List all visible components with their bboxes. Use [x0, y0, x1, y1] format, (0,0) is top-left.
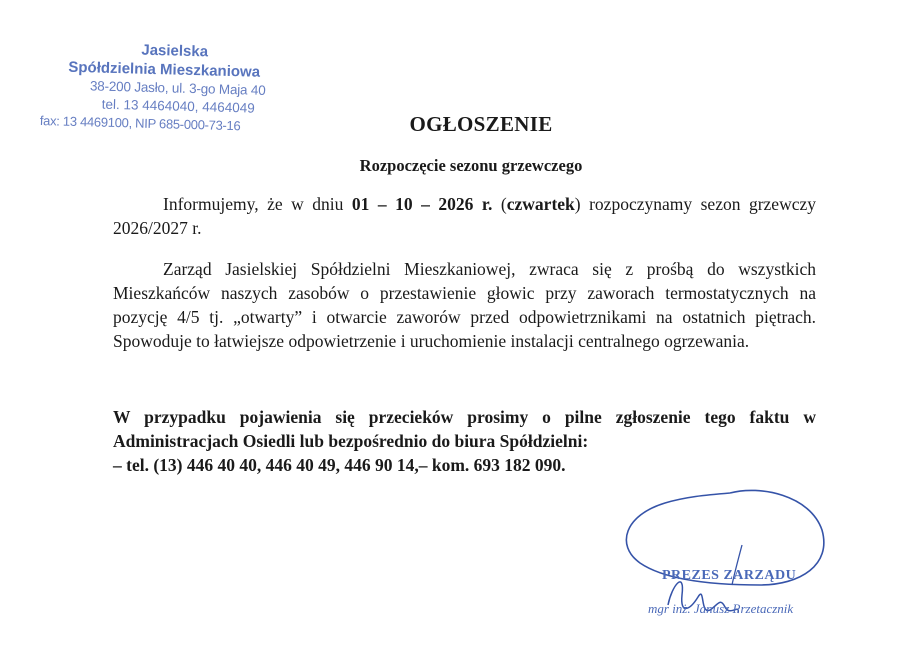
signature-title: PREZES ZARZĄDU	[662, 568, 797, 583]
stamp-fax-nip: fax: 13 4469100, NIP 685-000-73-16	[39, 113, 241, 134]
document-title: OGŁOSZENIE	[409, 112, 553, 136]
p1-pre: Informujemy, że w dniu	[163, 194, 352, 214]
document-subtitle: Rozpoczęcie sezonu grzewczego	[359, 156, 583, 175]
stamp-line-2: Spółdzielnia Mieszkaniowa	[68, 58, 261, 81]
signature-name: mgr inż. Janusz Przetacznik	[648, 601, 794, 616]
p1-post: ) rozpoczynamy sezon grzewczy 2026/2027 r.	[113, 194, 816, 238]
stamp-address: 38-200 Jasło, ul. 3-go Maja 40	[89, 78, 266, 98]
paragraph-instructions: Zarząd Jasielskiej Spółdzielni Mieszkaniowej, zwraca się z prośbą do wszystkich Mieszkańców naszych zasobów o przestawienie głowic przy zaworach termostatycznych na pozycję 4/5 tj. „otwarty” i otwarcie zaworów przed odpowietrznikami na ostatnich piętrach. Spowoduje to łatwiejsze odpowietrzenie i uruchomienie instalacji centralnego ogrzewania.	[113, 259, 816, 351]
p1-mid: (	[492, 194, 507, 214]
signature-scribble	[610, 485, 830, 645]
p1-weekday: czwartek	[506, 194, 575, 214]
stamp-line-1: Jasielska	[141, 41, 209, 61]
stamp-phone: tel. 13 4464040, 4464049	[101, 96, 255, 116]
paragraph-leak-report	[113, 405, 816, 477]
paragraph-start-date	[113, 192, 816, 240]
p3-main: W przypadku pojawienia się przecieków prosimy o pilne zgłoszenie tego faktu w Administracjach Osiedli lub bezpośrednio do biura Spółdzielni:	[113, 407, 816, 451]
p1-date: 01 – 10 – 2026 r.	[351, 194, 493, 214]
p3-contact: – tel. (13) 446 40 40, 446 40 49, 446 90 14,– kom. 693 182 090.	[113, 455, 566, 475]
